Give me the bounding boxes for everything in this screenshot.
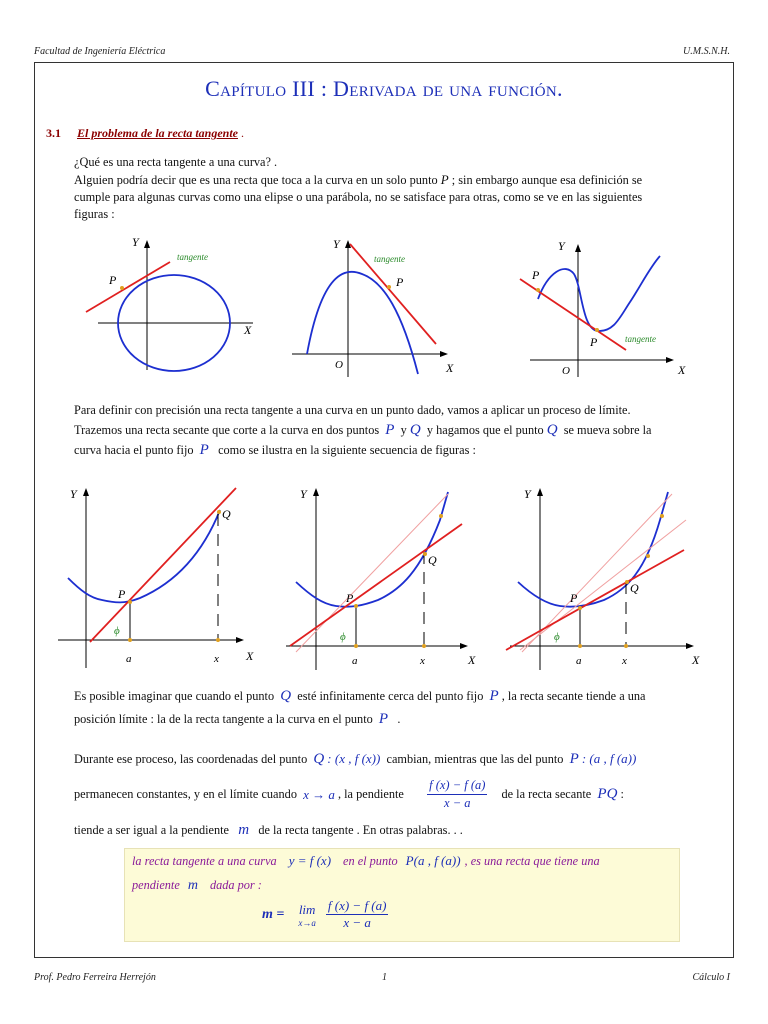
label-tangente: tangente (177, 252, 208, 262)
label-X: X (244, 323, 252, 337)
footer-course: Cálculo I (692, 972, 730, 983)
secant-sequence-figure (0, 480, 768, 676)
svg-text:a: a (576, 655, 582, 667)
svg-text:P: P (570, 591, 578, 605)
svg-text:P: P (590, 335, 598, 349)
svg-text:Q: Q (630, 581, 639, 595)
header-left: Facultad de Ingeniería Eléctrica (34, 46, 166, 57)
secant-panel-2 (286, 487, 476, 670)
curve (68, 510, 220, 602)
svg-text:Q: Q (222, 507, 231, 521)
cubic-figure (520, 239, 686, 377)
svg-text:X: X (692, 653, 700, 667)
header-right: U.M.S.N.H. (683, 46, 730, 57)
svg-text:P: P (532, 268, 540, 282)
svg-text:tangente: tangente (625, 334, 656, 344)
section-heading: 3.1 El problema de la recta tangente . (46, 126, 244, 140)
limit-paragraph: Es posible imaginar que cuando el punto Q esté infinitamente cerca del punto fijo P , la recta secante tiende a una posición límite : la de la recta tangente a la curva en el punto P . (74, 688, 646, 727)
svg-text:tangente: tangente (374, 254, 405, 264)
footer-author: Prof. Pedro Ferreira Herrejón (34, 972, 156, 983)
definition-line-1: la recta tangente a una curva y = f (x) en el punto P(a , f (a)) , es una recta que tiene una (132, 853, 600, 868)
process-paragraph: Durante ese proceso, las coordenadas del punto Q : (x , f (x)) cambian, mientras que las del punto P : (a , f (a)) (74, 751, 637, 767)
svg-text:Q: Q (428, 553, 437, 567)
svg-text:x: x (622, 655, 627, 667)
svg-text:ϕ: ϕ (554, 631, 560, 643)
secant-panel-1 (58, 487, 254, 668)
svg-text:P: P (118, 587, 126, 601)
secant-slope-fraction: $\frac{f (x) - f (a)}{x - a}$ (429, 777, 486, 810)
svg-text:Y: Y (333, 237, 340, 251)
label-P: P (109, 273, 117, 287)
secant-panel-3 (506, 487, 700, 670)
svg-text:O: O (562, 365, 570, 377)
svg-text:Y: Y (300, 487, 307, 501)
svg-text:Y: Y (70, 487, 77, 501)
svg-text:O: O (335, 359, 343, 371)
secant-paragraph: Para definir con precisión una recta tangente a una curva en un punto dado, vamos a aplicar un proceso de límite. Trazemos una recta secante que corte a la curva en dos puntos P y Q y hagamos que el punto Q se mueva sobre la curva hacia el punto fijo P como se ilustra en la siguiente secuencia de figuras : (74, 403, 652, 458)
intro-paragraph: ¿Qué es una recta tangente a una curva? . Alguien podría decir que es una recta que toca a la curva en un solo punto P ; sin embargo aunque esa definición se cumple para algunas curvas como una elipse o una parábola, no se satisface para otras, como se ve en las siguientes figuras : (74, 154, 724, 223)
svg-text:X: X (468, 653, 476, 667)
svg-text:P: P (346, 591, 354, 605)
chapter-title: Capítulo III : Derivada de una función. (205, 76, 563, 101)
tangent-line (520, 279, 626, 350)
tangent-line (86, 262, 170, 312)
svg-text:X: X (446, 361, 454, 375)
definition-line-2: pendiente m dada por : (132, 878, 262, 893)
label-Y: Y (132, 235, 139, 249)
page-number: 1 (382, 972, 387, 983)
svg-text:a: a (352, 655, 358, 667)
tangent-examples-figure (0, 232, 768, 382)
derivative-formula: m = lim x→a $\frac{f (x) - f (a)}{x - a}$ (262, 898, 387, 930)
svg-text:a: a (126, 653, 132, 665)
svg-text:X: X (678, 363, 686, 377)
ellipse-figure (86, 235, 253, 371)
svg-text:Y: Y (524, 487, 531, 501)
slope-line: permanecen constantes, y en el límite cuando x → a , la pendiente $\frac{f (x) - f (a)}{x - a}$ de la recta secante PQ : (74, 777, 624, 810)
svg-text:Y: Y (558, 239, 565, 253)
wiggly-curve (538, 256, 660, 331)
equal-slope-line: tiende a ser igual a la pendiente m de la recta tangente . En otras palabras. . . (74, 822, 463, 838)
svg-text:P: P (396, 275, 404, 289)
svg-text:ϕ: ϕ (340, 631, 346, 643)
svg-text:x: x (214, 653, 219, 665)
svg-text:X: X (246, 649, 254, 663)
svg-text:x: x (420, 655, 425, 667)
intro-question: ¿Qué es una recta tangente a una curva? . (74, 155, 278, 169)
parabola-figure (292, 237, 454, 377)
svg-text:ϕ: ϕ (114, 625, 120, 637)
secant-line (90, 488, 236, 642)
section-title: El problema de la recta tangente (77, 126, 238, 140)
section-number: 3.1 (46, 126, 61, 140)
